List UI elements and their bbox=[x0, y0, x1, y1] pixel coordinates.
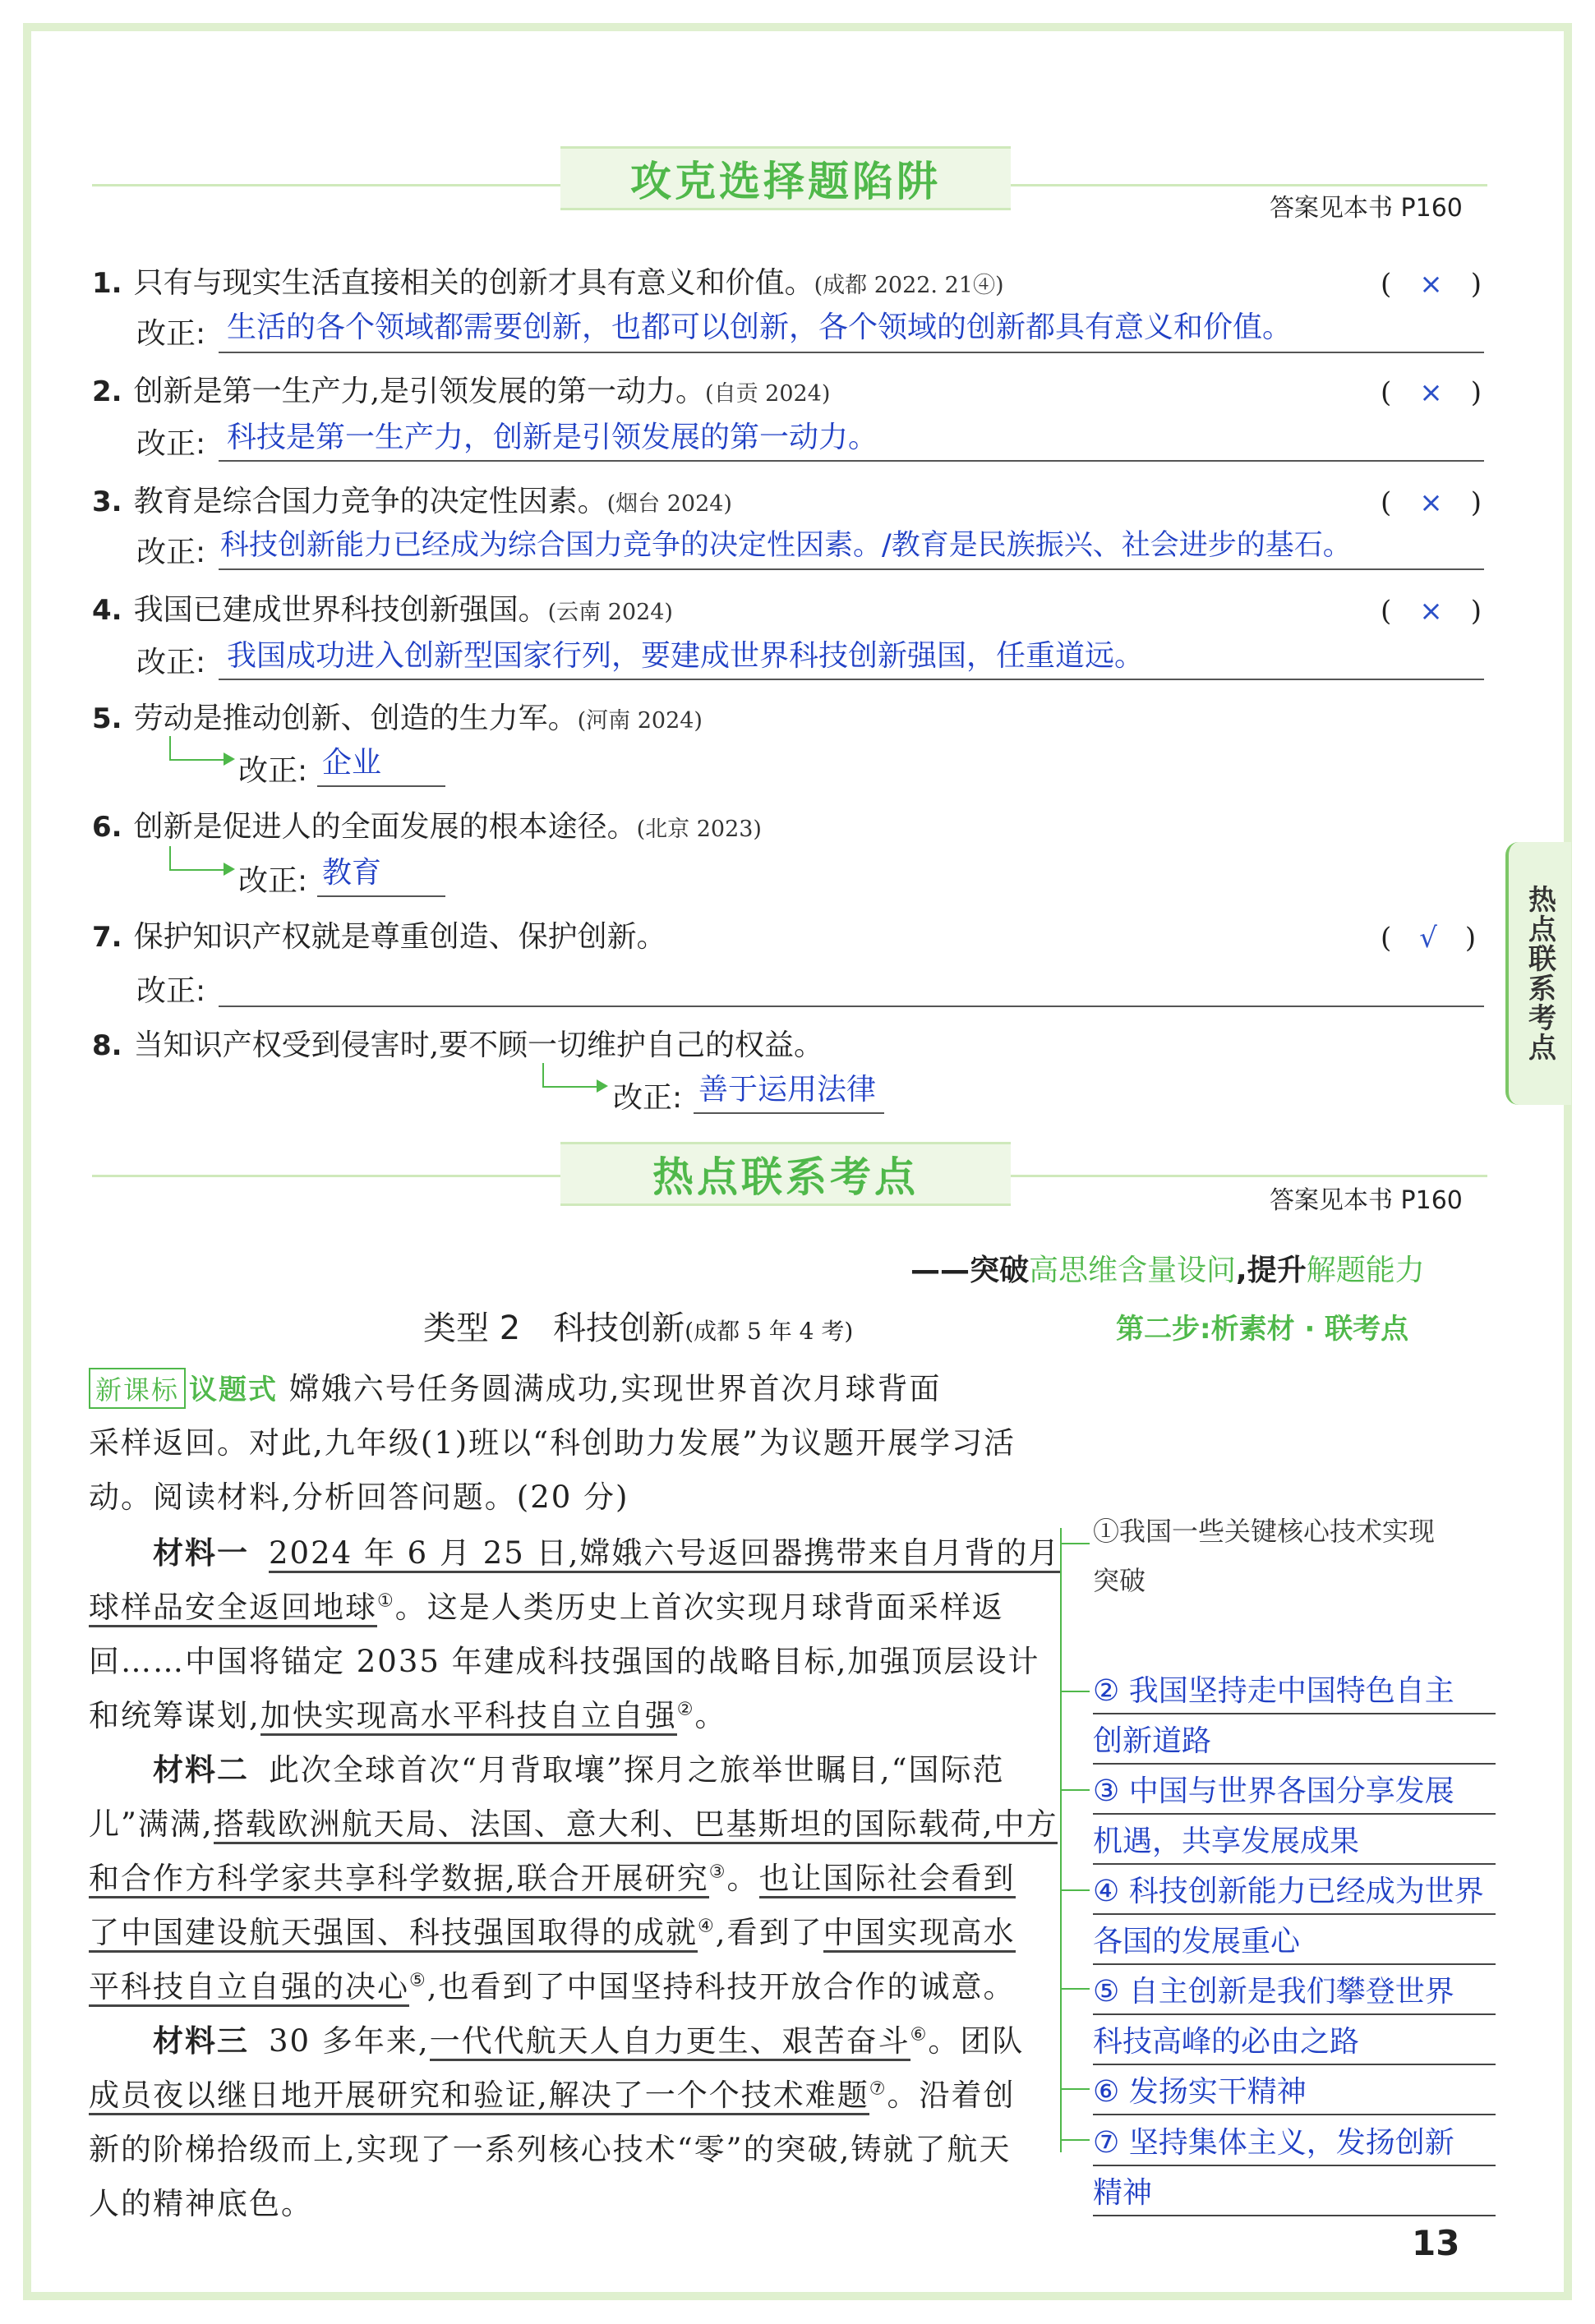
correction-line bbox=[219, 568, 1484, 570]
correction-arrow bbox=[169, 736, 225, 761]
intro-paragraph: 新课标 议题式 嫦娥六号任务圆满成功,实现世界首次月球背面 bbox=[89, 1364, 942, 1409]
question-5: 5. 劳动是推动创新、创造的生力军。(河南 2024) bbox=[92, 702, 703, 735]
correction-text: 企业 bbox=[322, 746, 382, 780]
section-subtitle: ——突破高思维含量设问,提升解题能力 bbox=[910, 1254, 1425, 1287]
correction-line bbox=[219, 1006, 1484, 1007]
page-border-bottom bbox=[23, 2292, 1572, 2300]
banner-rule-right bbox=[1011, 184, 1487, 186]
annotation-6: ⑥ 发扬实干精神 bbox=[1093, 2065, 1496, 2115]
material-2: 材料二 此次全球首次“月背取壤”探月之旅举世瞩目,“国际范 bbox=[153, 1752, 1005, 1788]
correction-label: 改正: bbox=[136, 646, 206, 679]
correction-label: 改正: bbox=[136, 427, 206, 461]
arrow-head-icon bbox=[224, 863, 235, 876]
correction-label: 改正: bbox=[136, 317, 206, 351]
banner-rule-left bbox=[92, 184, 560, 186]
new-curriculum-tag: 新课标 bbox=[89, 1368, 186, 1409]
question-4: 4. 我国已建成世界科技创新强国。(云南 2024) bbox=[92, 593, 673, 627]
annotation-7: ⑦ 坚持集体主义，发扬创新 精神 bbox=[1093, 2116, 1496, 2216]
annotation-2: ② 我国坚持走中国特色自主 创新道路 bbox=[1093, 1664, 1496, 1765]
arrow-head-icon bbox=[224, 752, 235, 766]
correction-label: 改正: bbox=[136, 974, 206, 1008]
correction-line bbox=[694, 1112, 884, 1114]
annotation-5: ⑤ 自主创新是我们攀登世界 科技高峰的必由之路 bbox=[1093, 1965, 1496, 2065]
correction-text: 科技是第一生产力，创新是引领发展的第一动力。 bbox=[227, 421, 878, 454]
correction-text: 善于运用法律 bbox=[698, 1073, 877, 1107]
question-3: 3. 教育是综合国力竞争的决定性因素。(烟台 2024) bbox=[92, 485, 732, 518]
correction-line bbox=[219, 352, 1484, 353]
answer-reference: 答案见本书 P160 bbox=[1270, 1186, 1463, 1215]
page-border-left bbox=[23, 23, 31, 2299]
question-7: 7. 保护知识产权就是尊重创造、保护创新。 bbox=[92, 920, 666, 954]
material-1: 材料一 2024 年 6 月 25 日,嫦娥六号返回器携带来自月背的月 bbox=[153, 1528, 1060, 1572]
answer-reference: 答案见本书 P160 bbox=[1270, 194, 1463, 223]
answer-mark-3: ( × ) bbox=[1381, 486, 1482, 519]
side-tab-hotspot: 热点联系考点 bbox=[1505, 842, 1571, 1105]
page-border-right bbox=[1564, 23, 1572, 2299]
page-border-top bbox=[23, 23, 1572, 31]
banner-rule-right bbox=[1011, 1175, 1487, 1177]
section-title: 攻克选择题陷阱 bbox=[630, 158, 941, 205]
annotation-3: ③ 中国与世界各国分享发展 机遇，共享发展成果 bbox=[1093, 1765, 1496, 1865]
correction-arrow bbox=[542, 1063, 598, 1088]
annotation-connector bbox=[1060, 1528, 1062, 2152]
question-2: 2. 创新是第一生产力,是引领发展的第一动力。(自贡 2024) bbox=[92, 375, 831, 408]
correction-text: 教育 bbox=[322, 856, 382, 890]
correction-text: 科技创新能力已经成为综合国力竞争的决定性因素。/教育是民族振兴、社会进步的基石。 bbox=[220, 529, 1352, 562]
correction-line bbox=[219, 679, 1484, 680]
type-title: 类型 2 科技创新(成都 5 年 4 考) bbox=[423, 1309, 854, 1347]
correction-text: 生活的各个领域都需要创新，也都可以创新，各个领域的创新都具有意义和价值。 bbox=[227, 311, 1293, 344]
question-6: 6. 创新是促进人的全面发展的根本途径。(北京 2023) bbox=[92, 810, 762, 844]
answer-mark-1: ( × ) bbox=[1381, 268, 1482, 301]
section-title: 热点联系考点 bbox=[652, 1153, 919, 1201]
correction-text: 我国成功进入创新型国家行列，要建成世界科技创新强国，任重道远。 bbox=[227, 639, 1145, 673]
question-8: 8. 当知识产权受到侵害时,要不顾一切维护自己的权益。 bbox=[92, 1029, 824, 1062]
correction-label: 改正: bbox=[238, 754, 308, 788]
answer-mark-4: ( × ) bbox=[1381, 595, 1482, 628]
correction-label: 改正: bbox=[238, 864, 308, 898]
annotation-4: ④ 科技创新能力已经成为世界 各国的发展重心 bbox=[1093, 1865, 1496, 1965]
step-title: 第二步:析素材 · 联考点 bbox=[1116, 1313, 1409, 1346]
correction-label: 改正: bbox=[613, 1081, 683, 1115]
section-banner-traps bbox=[560, 146, 1011, 210]
correction-label: 改正: bbox=[136, 536, 206, 569]
page-number: 13 bbox=[1412, 2223, 1460, 2263]
question-1: 1. 只有与现实生活直接相关的创新才具有意义和价值。(成都 2022. 21④) bbox=[92, 266, 1004, 300]
correction-line bbox=[219, 460, 1484, 462]
answer-mark-2: ( × ) bbox=[1381, 376, 1482, 409]
correction-arrow bbox=[169, 846, 225, 871]
banner-rule-left bbox=[92, 1175, 560, 1177]
correction-line bbox=[317, 785, 445, 787]
material-3: 材料三 30 多年来,一代代航天人自力更生、艰苦奋斗⑥。团队 bbox=[153, 2016, 1024, 2060]
arrow-head-icon bbox=[597, 1079, 608, 1093]
annotation-1: ①我国一些关键核心技术实现 突破 bbox=[1093, 1516, 1436, 1596]
section-banner-hotspot bbox=[560, 1142, 1011, 1206]
correction-line bbox=[317, 895, 445, 897]
answer-mark-7: ( √ ) bbox=[1381, 922, 1477, 955]
